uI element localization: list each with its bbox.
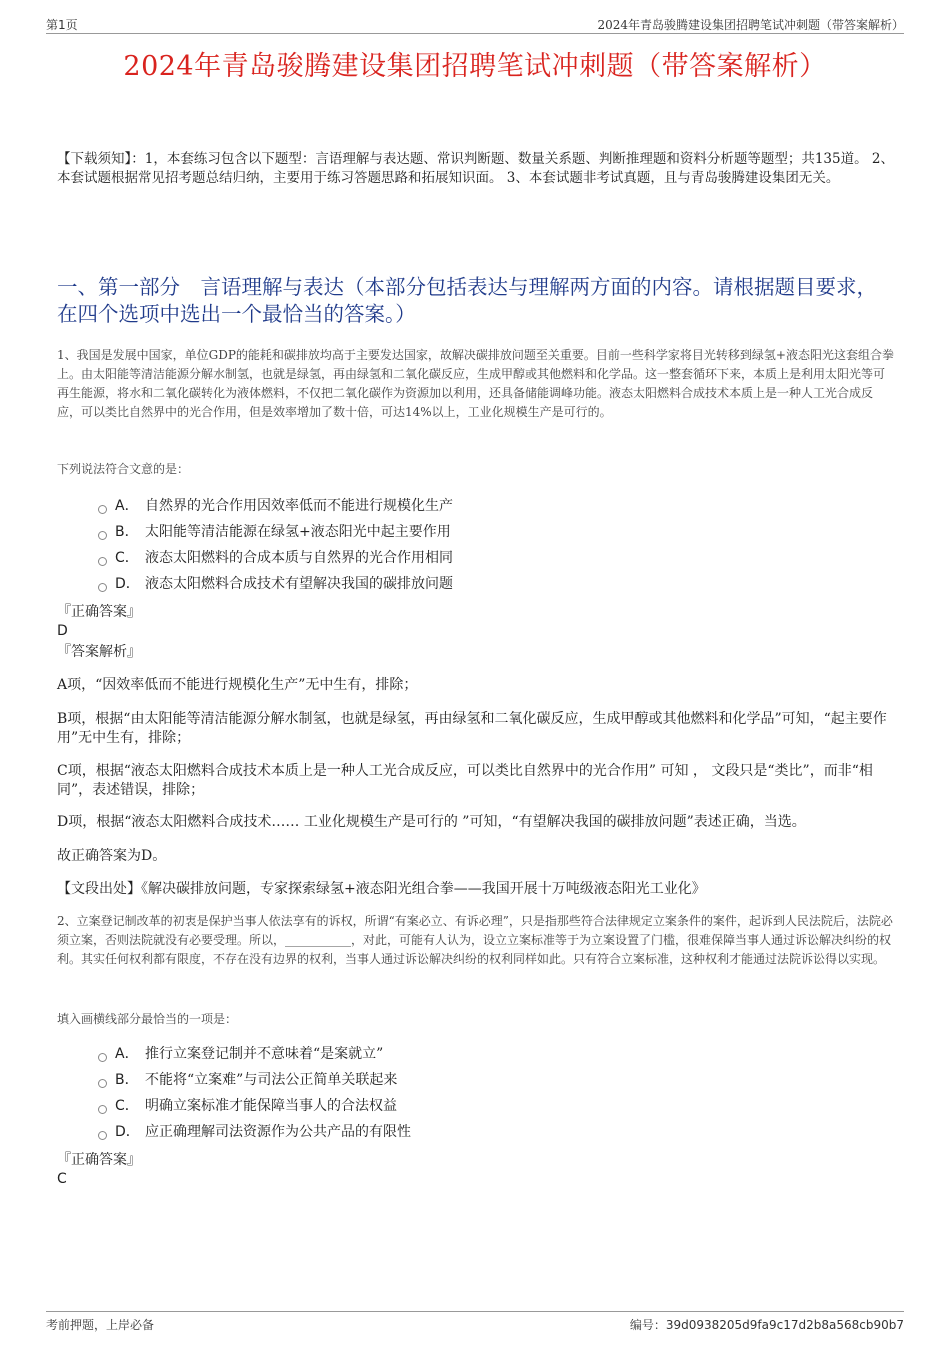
q1-analysis-label: 『答案解析』 <box>57 644 141 660</box>
q1-option-c[interactable]: C． 液态太阳燃料的合成本质与自然界的光合作用相同 <box>98 548 453 568</box>
q2-answer: C <box>57 1171 67 1187</box>
page-footer <box>46 1311 904 1333</box>
q1-answer-label: 『正确答案』 <box>57 604 141 620</box>
radio-icon[interactable] <box>98 1105 107 1114</box>
q2-option-d[interactable]: D． 应正确理解司法资源作为公共产品的有限性 <box>98 1122 411 1142</box>
q1-explanation-d: D项，根据“液态太阳燃料合成技术…… 工业化规模生产是可行的 ”可知，“有望解决我国的碳排放问题”表述正确，当选。 <box>57 814 806 830</box>
page-header <box>46 14 904 34</box>
footer-serial: 编号：39d0938205d9fa9c17d2b8a568cb90b7 <box>629 1318 904 1332</box>
radio-icon[interactable] <box>98 557 107 566</box>
footer-slogan: 考前押题，上岸必备 <box>46 1318 155 1332</box>
q2-answer-label: 『正确答案』 <box>57 1152 141 1168</box>
question-1-text: 1、我国是发展中国家，单位GDP的能耗和碳排放均高于主要发达国家，故解决碳排放问题至关重要。目前一些科学家将目光转移到绿氢+液态阳光这套组合拳上。由太阳能等清洁能源分解水制氢，也就是绿氢，再由绿氢和二氧化碳反应，生成甲醇或其他燃料和化学品。这一整套循环下来，本质上是利用太阳光等可再生能源，将水和二氧化碳转化为液体燃料，不仅把二氧化碳作为资源加以利用，还具备储能调峰功能。液态太阳燃料合成技术本质上是一种人工光合成反应，可以类比自然界中的光合作用，但是效率增加了数十倍，可达14%以上，工业化规模生产是可行的。 <box>57 348 894 419</box>
option-text: 应正确理解司法资源作为公共产品的有限性 <box>145 1124 411 1140</box>
download-notice: 【下载须知】：1，本套练习包含以下题型：言语理解与表达题、常识判断题、数量关系题、判断推理题和资料分析题等题型；共135道。 2、本套试题根据常见招考题总结归纳，主要用于练习答题思路和拓展知识面。 3、本套试题非考试真题，且与青岛骏腾建设集团无关。 <box>57 151 894 186</box>
q1-conclusion: 故正确答案为D。 <box>57 848 167 864</box>
radio-icon[interactable] <box>98 531 107 540</box>
page-title: 2024年青岛骏腾建设集团招聘笔试冲刺题（带答案解析） <box>123 51 827 82</box>
serial-number: 39d0938205d9fa9c17d2b8a568cb90b7 <box>665 1318 904 1332</box>
option-text: 液态太阳燃料的合成本质与自然界的光合作用相同 <box>145 550 453 566</box>
q2-option-c[interactable]: C． 明确立案标准才能保障当事人的合法权益 <box>98 1096 397 1116</box>
question-1-prompt: 下列说法符合文意的是： <box>57 462 190 476</box>
radio-icon[interactable] <box>98 505 107 514</box>
q1-explanation-a: A项，“因效率低而不能进行规模化生产”无中生有，排除； <box>57 677 418 693</box>
q1-option-a[interactable]: A． 自然界的光合作用因效率低而不能进行规模化生产 <box>98 496 453 516</box>
radio-icon[interactable] <box>98 583 107 592</box>
q1-answer: D <box>57 623 68 639</box>
question-2-text: 2、立案登记制改革的初衷是保护当事人依法享有的诉权，所谓“有案必立、有诉必理”，只是指那些符合法律规定立案条件的案件，起诉到人民法院后，法院必须立案，否则法院就没有必要受理。所以，___________，对此，可能有人认为，设立立案标准等于为立案设置了门槛，很难保障当事人通过诉讼解决纠纷的权利。其实任何权利都有限度，不存在没有边界的权利，当事人通过诉讼解决纠纷的权利同样如此。只有符合立案标准，这种权利才能通过法院诉讼得以实现。 <box>57 914 893 966</box>
option-text: 自然界的光合作用因效率低而不能进行规模化生产 <box>145 498 453 514</box>
question-2-prompt: 填入画横线部分最恰当的一项是： <box>57 1012 238 1026</box>
q2-option-a[interactable]: A． 推行立案登记制并不意味着“是案就立” <box>98 1044 383 1064</box>
q1-explanation-b: B项，根据“由太阳能等清洁能源分解水制氢，也就是绿氢，再由绿氢和二氧化碳反应，生成甲醇或其他燃料和化学品”可知，“起主要作用”无中生有，排除； <box>57 711 887 746</box>
q1-explanation-c: C项，根据“液态太阳燃料合成技术本质上是一种人工光合成反应，可以类比自然界中的光合作用” 可知 ， 文段只是“类比”，而非“相同”，表述错误，排除； <box>57 763 873 798</box>
q1-option-d[interactable]: D． 液态太阳燃料合成技术有望解决我国的碳排放问题 <box>98 574 453 594</box>
option-text: 太阳能等清洁能源在绿氢+液态阳光中起主要作用 <box>145 524 451 540</box>
radio-icon[interactable] <box>98 1053 107 1062</box>
option-text: 推行立案登记制并不意味着“是案就立” <box>145 1046 384 1062</box>
q2-option-b[interactable]: B． 不能将“立案难”与司法公正简单关联起来 <box>98 1070 397 1090</box>
option-text: 液态太阳燃料合成技术有望解决我国的碳排放问题 <box>145 576 453 592</box>
option-text: 明确立案标准才能保障当事人的合法权益 <box>145 1098 397 1114</box>
header-doc-title: 2024年青岛骏腾建设集团招聘笔试冲刺题（带答案解析） <box>597 18 904 32</box>
section-title: 一、第一部分 言语理解与表达（本部分包括表达与理解两方面的内容。请根据题目要求，在四个选项中选出一个最恰当的答案。） <box>57 275 877 326</box>
q1-source: 【文段出处】《解决碳排放问题，专家探索绿氢+液态阳光组合拳——我国开展十万吨级液态阳光工业化》 <box>57 881 706 897</box>
option-text: 不能将“立案难”与司法公正简单关联起来 <box>145 1072 398 1088</box>
page-number: 第1页 <box>46 18 78 32</box>
q1-option-b[interactable]: B． 太阳能等清洁能源在绿氢+液态阳光中起主要作用 <box>98 522 451 542</box>
radio-icon[interactable] <box>98 1079 107 1088</box>
radio-icon[interactable] <box>98 1131 107 1140</box>
